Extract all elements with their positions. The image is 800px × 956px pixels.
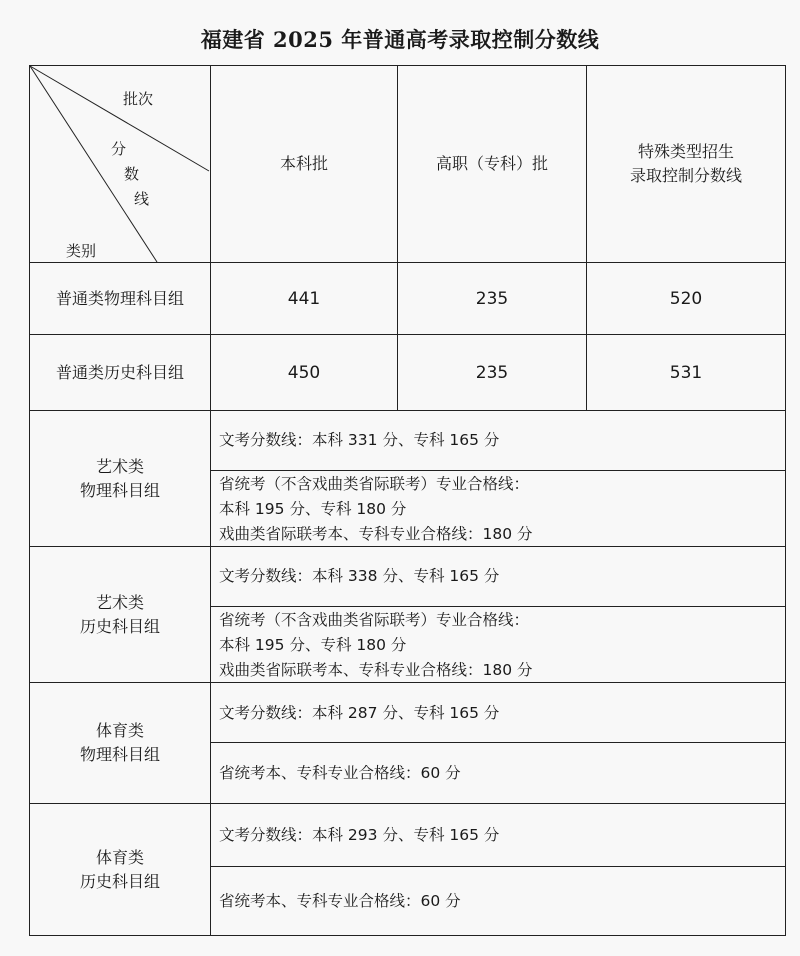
group-line-block bbox=[219, 564, 499, 589]
group-label-line: 历史科目组 bbox=[79, 871, 160, 891]
column-header-special-line-2: 录取控制分数线 bbox=[629, 166, 742, 185]
corner-label-score-3: 线 bbox=[134, 190, 150, 208]
text-line: 文考分数线：本科 331 分、专科 165 分 bbox=[219, 431, 500, 449]
row-label: 普通类历史科目组 bbox=[55, 362, 184, 382]
group-label bbox=[30, 411, 210, 546]
group-label bbox=[30, 804, 210, 935]
group-label-line: 体育类 bbox=[95, 847, 144, 867]
row-label: 普通类物理科目组 bbox=[55, 288, 184, 308]
group-line-block bbox=[219, 608, 533, 683]
text-line: 省统考本、专科专业合格线：60 分 bbox=[219, 764, 461, 782]
text-line: 戏曲类省际联考本、专科专业合格线：180 分 bbox=[219, 661, 533, 679]
group-label-line: 艺术类 bbox=[95, 456, 144, 476]
group-line-block bbox=[219, 701, 499, 726]
column-header-undergrad: 本科批 bbox=[279, 154, 328, 173]
group-line-block bbox=[219, 823, 499, 848]
group-label-line: 物理科目组 bbox=[79, 480, 160, 500]
corner-label-batch: 批次 bbox=[123, 90, 154, 108]
page-title: 福建省 2025 年普通高考录取控制分数线 bbox=[200, 27, 600, 52]
text-line: 戏曲类省际联考本、专科专业合格线：180 分 bbox=[219, 525, 533, 543]
text-line: 本科 195 分、专科 180 分 bbox=[219, 500, 407, 518]
column-header-vocational: 高职（专科）批 bbox=[435, 154, 548, 173]
group-label-line: 历史科目组 bbox=[79, 616, 160, 636]
group-label-line: 艺术类 bbox=[95, 592, 144, 612]
column-header-special-line-1: 特殊类型招生 bbox=[637, 142, 734, 161]
group-label bbox=[30, 683, 210, 803]
group-line-block bbox=[219, 428, 499, 453]
text-line: 本科 195 分、专科 180 分 bbox=[219, 636, 407, 654]
corner-label-score-1: 分 bbox=[111, 140, 127, 158]
score-cell: 441 bbox=[287, 288, 321, 309]
column-header-special bbox=[587, 66, 785, 262]
text-line: 文考分数线：本科 293 分、专科 165 分 bbox=[219, 826, 500, 844]
group-label-line: 体育类 bbox=[95, 721, 144, 740]
score-cell: 531 bbox=[669, 362, 703, 383]
group-label bbox=[30, 547, 210, 682]
corner-label-score-2: 数 bbox=[124, 165, 140, 183]
text-line: 省统考（不含戏曲类省际联考）专业合格线： bbox=[219, 611, 530, 629]
corner-label-category: 类别 bbox=[66, 242, 97, 260]
score-cell: 450 bbox=[287, 362, 321, 383]
group-line-block bbox=[219, 889, 461, 914]
score-cell: 520 bbox=[669, 288, 703, 309]
text-line: 省统考（不含戏曲类省际联考）专业合格线： bbox=[219, 475, 530, 493]
score-cell: 235 bbox=[475, 362, 509, 383]
text-line: 文考分数线：本科 338 分、专科 165 分 bbox=[219, 567, 500, 585]
score-cell: 235 bbox=[475, 288, 509, 309]
group-line-block bbox=[219, 472, 533, 547]
group-label-line: 物理科目组 bbox=[79, 745, 160, 764]
group-line-block bbox=[219, 761, 461, 786]
text-line: 文考分数线：本科 287 分、专科 165 分 bbox=[219, 704, 500, 722]
text-line: 省统考本、专科专业合格线：60 分 bbox=[219, 892, 461, 910]
